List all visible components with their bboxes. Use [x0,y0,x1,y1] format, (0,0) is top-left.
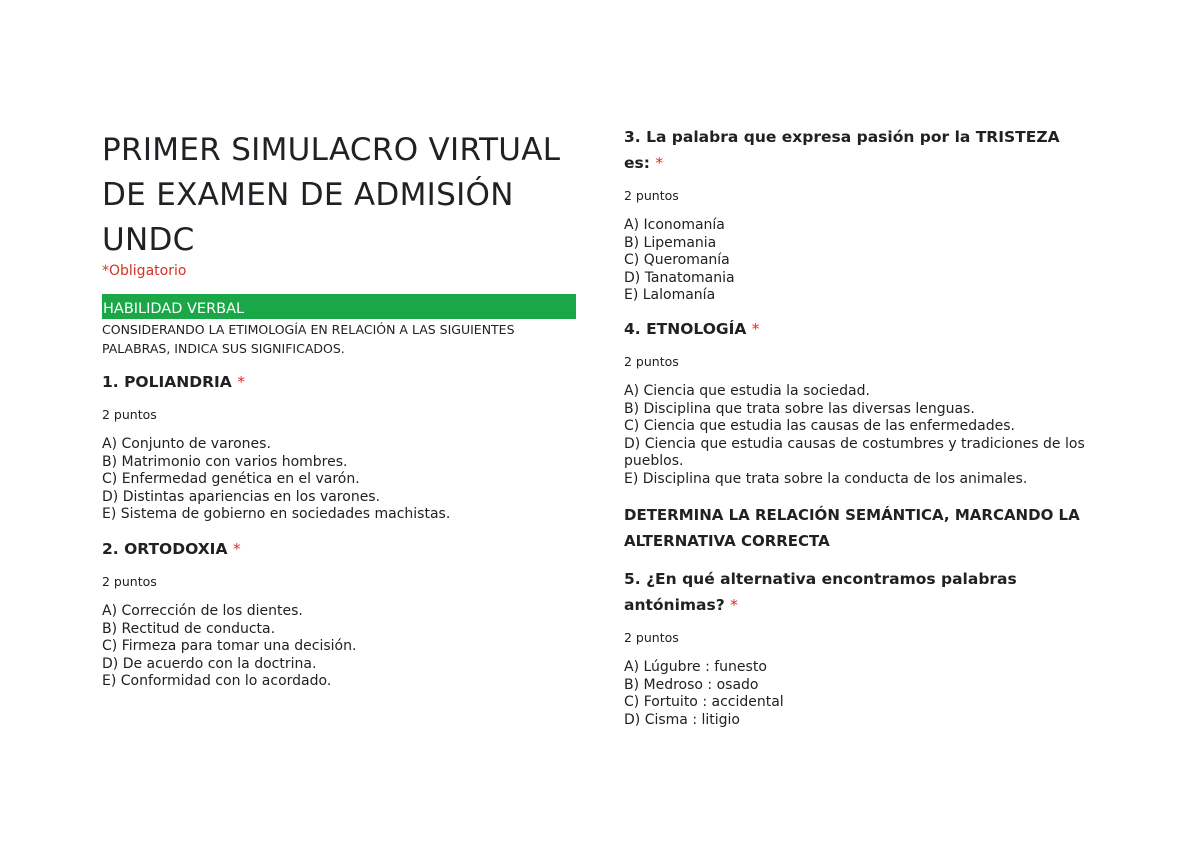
section-description: CONSIDERANDO LA ETIMOLOGÍA EN RELACIÓN A LAS SIGUIENTES PALABRAS, INDICA SUS SIGNIFICADOS. [102,322,515,356]
option-text: D) Tanatomania [624,269,735,286]
option-text: C) Queromanía [624,252,730,268]
option-text: A) Corrección de los dientes. [102,603,303,619]
option-text: B) Medroso : osado [624,676,759,693]
option-text: C) Ciencia que estudia las causas de las enfermedades. [624,418,1015,434]
option-text: C) Enfermedad genética en el varón. [102,471,360,487]
option-text: D) Cisma : litigio [624,711,740,728]
option-text: D) Ciencia que estudia causas de costumbres y tradiciones de los pueblos. [624,435,1085,469]
question-points: 2 puntos [102,407,157,422]
question-points: 2 puntos [102,574,157,589]
section-header: HABILIDAD VERBAL [102,294,576,319]
option-text: E) Disciplina que trata sobre la conducta de los animales. [624,470,1028,487]
required-note: *Obligatorio [102,263,187,279]
option-text: A) Ciencia que estudia la sociedad. [624,383,870,399]
option-text: A) Conjunto de varones. [102,436,271,452]
option-text: D) Distintas apariencias en los varones. [102,488,381,505]
required-asterisk: * [751,320,760,338]
question-2 [102,536,576,691]
options-list [624,659,1064,729]
option-text: A) Iconomanía [624,217,725,233]
question-points: 2 puntos [624,188,679,203]
required-asterisk: * [730,596,738,614]
options-list [624,217,1064,305]
form-title: PRIMER SIMULACRO VIRTUAL DE EXAMEN DE ADMISIÓN UNDC [102,132,561,258]
option-text: C) Firmeza para tomar una decisión. [102,638,357,654]
options-list [102,603,576,691]
required-asterisk: * [655,154,664,172]
section-subheading: DETERMINA LA RELACIÓN SEMÁNTICA, MARCANDO LA ALTERNATIVA CORRECTA [624,506,1080,550]
question-points: 2 puntos [624,354,679,369]
option-text: E) Conformidad con lo acordado. [102,673,332,689]
question-4 [624,316,1104,488]
option-text: B) Lipemania [624,234,717,251]
option-text: B) Matrimonio con varios hombres. [102,453,348,470]
question-points: 2 puntos [624,630,679,645]
question-5 [624,566,1064,729]
option-text: E) Sistema de gobierno en sociedades machistas. [102,506,451,522]
option-text: E) Lalomanía [624,287,716,303]
options-list [624,383,1094,488]
required-asterisk: * [237,373,245,391]
question-title: 3. La palabra que expresa pasión por la TRISTEZA es: * [624,128,1060,172]
option-text: C) Fortuito : accidental [624,694,784,710]
option-text: D) De acuerdo con la doctrina. [102,655,317,672]
option-text: B) Rectitud de conducta. [102,620,276,637]
option-text: B) Disciplina que trata sobre las diversas lenguas. [624,400,975,417]
question-title: 1. POLIANDRIA * [102,373,245,391]
question-1 [102,369,576,524]
question-title: 4. ETNOLOGÍA * [624,320,760,338]
option-text: A) Lúgubre : funesto [624,659,767,675]
question-title: 2. ORTODOXIA * [102,540,241,558]
question-3 [624,124,1064,305]
question-title: 5. ¿En qué alternativa encontramos palabras antónimas? * [624,570,1017,614]
required-asterisk: * [232,540,241,558]
options-list [102,436,576,524]
